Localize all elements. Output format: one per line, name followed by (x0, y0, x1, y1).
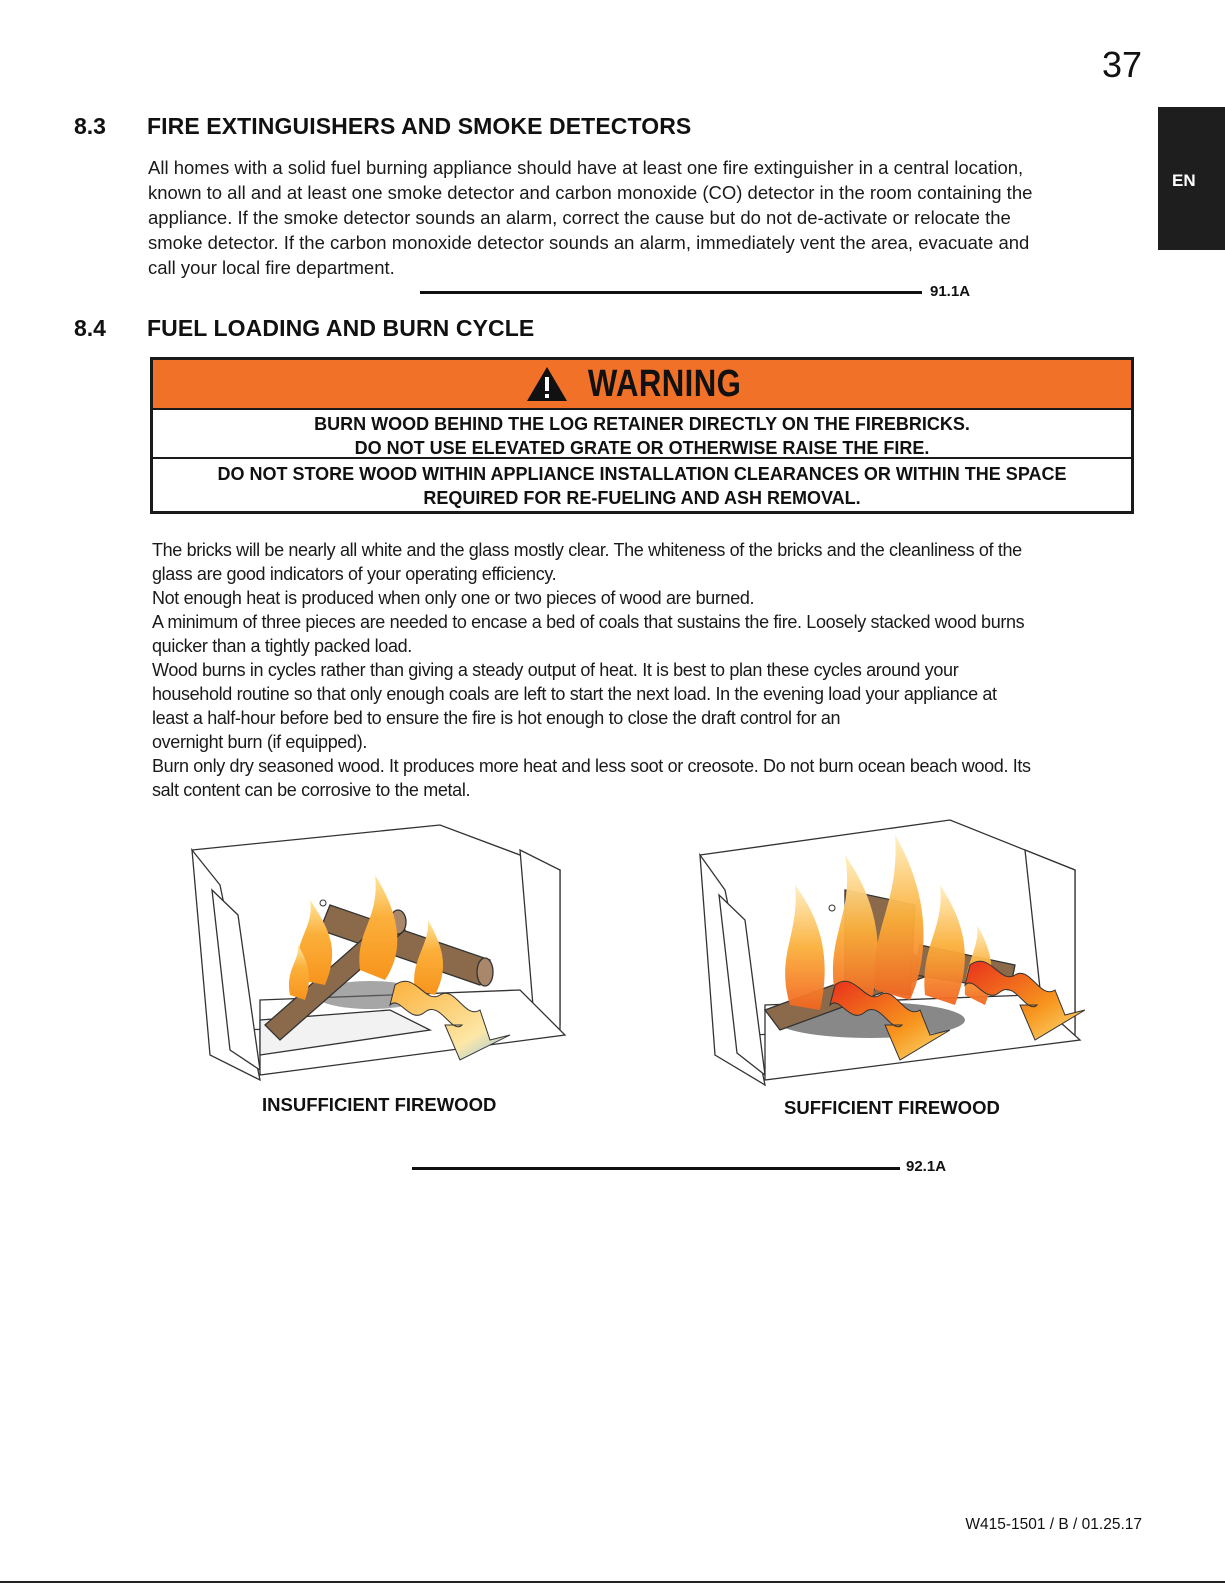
body-line: Burn only dry seasoned wood. It produces more heat and less soot or creosote. Do not burn ocean beach wood. Its (152, 756, 1031, 776)
language-tab-label: EN (1172, 171, 1196, 190)
body-line: salt content can be corrosive to the metal. (152, 780, 471, 800)
warning-line: BURN WOOD BEHIND THE LOG RETAINER DIRECTLY ON THE FIREBRICKS. (314, 414, 970, 434)
sufficient-firewood-caption: SUFFICIENT FIREWOOD (784, 1097, 1000, 1118)
warning-line: DO NOT USE ELEVATED GRATE OR OTHERWISE RAISE THE FIRE. (354, 438, 930, 458)
warning-triangle-icon (525, 365, 569, 403)
body-line: Wood burns in cycles rather than giving a steady output of heat. It is best to plan these cycles around your (152, 660, 959, 680)
paragraph-line: All homes with a solid fuel burning appliance should have at least one fire extinguisher in a central location, (148, 157, 1024, 178)
insufficient-firewood-caption: INSUFFICIENT FIREWOOD (262, 1094, 497, 1115)
section-8-4-number: 8.4 (74, 315, 106, 341)
warning-line: REQUIRED FOR RE-FUELING AND ASH REMOVAL. (423, 488, 861, 508)
body-line: least a half-hour before bed to ensure the fire is hot enough to close the draft control for an (152, 708, 841, 728)
warning-row (153, 410, 1131, 459)
reference-divider (412, 1167, 900, 1170)
body-line: quicker than a tightly packed load. (152, 636, 412, 656)
body-line: The bricks will be nearly all white and the glass mostly clear. The whiteness of the bricks and the cleanliness of the (152, 540, 1022, 560)
insufficient-firewood-illustration (190, 820, 580, 1095)
paragraph-line: call your local fire department. (148, 257, 395, 278)
warning-title: WARNING (588, 362, 742, 405)
section-8-3-paragraph (148, 155, 1138, 280)
reference-code-91-1a: 91.1A (930, 283, 971, 300)
warning-row (153, 459, 1131, 510)
paragraph-line: appliance. If the smoke detector sounds an alarm, correct the cause but do not de-activate or relocate the (148, 207, 1011, 228)
sufficient-firewood-illustration (695, 815, 1095, 1095)
section-8-3-number: 8.3 (74, 113, 106, 139)
warning-box (150, 357, 1134, 514)
document-code: W415-1501 / B / 01.25.17 (965, 1516, 1142, 1533)
reference-code-92-1a: 92.1A (906, 1158, 947, 1175)
language-tab (1158, 107, 1225, 250)
section-8-4-title: FUEL LOADING AND BURN CYCLE (147, 315, 535, 341)
section-8-3-title: FIRE EXTINGUISHERS AND SMOKE DETECTORS (147, 113, 692, 139)
paragraph-line: smoke detector. If the carbon monoxide detector sounds an alarm, immediately vent the area, evacuate and (148, 232, 1030, 253)
section-8-4-body (152, 538, 1142, 802)
warning-header (153, 360, 1131, 410)
reference-divider (420, 291, 922, 294)
bottom-rule (0, 1581, 1225, 1583)
body-line: overnight burn (if equipped). (152, 732, 367, 752)
body-line: Not enough heat is produced when only one or two pieces of wood are burned. (152, 588, 755, 608)
body-line: household routine so that only enough coals are left to start the next load. In the evening load your appliance at (152, 684, 997, 704)
body-line: glass are good indicators of your operating efficiency. (152, 564, 557, 584)
page-number: 37 (1101, 44, 1142, 85)
warning-line: DO NOT STORE WOOD WITHIN APPLIANCE INSTALLATION CLEARANCES OR WITHIN THE SPACE (217, 464, 1067, 484)
body-line: A minimum of three pieces are needed to encase a bed of coals that sustains the fire. Loosely stacked wood burns (152, 612, 1025, 632)
paragraph-line: known to all and at least one smoke detector and carbon monoxide (CO) detector in the room containing the (148, 182, 1033, 203)
